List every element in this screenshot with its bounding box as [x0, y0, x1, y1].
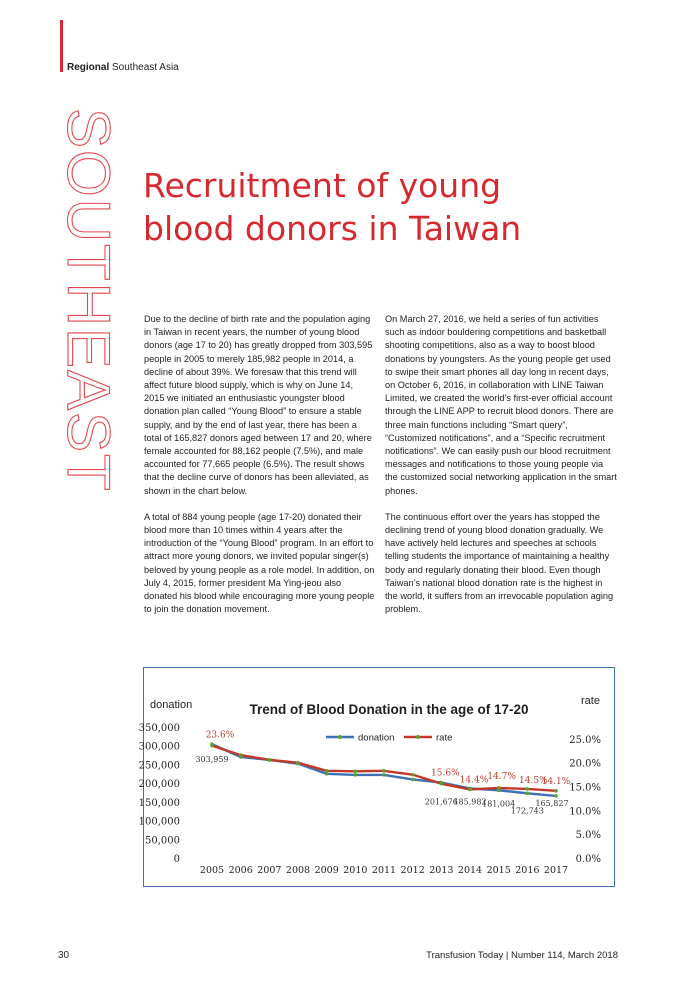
paragraph: A total of 884 young people (age 17-20) donated their blood more than 10 times within 4 years after the introduction of the “Young Blood” program. In an effort to attract more young donors, we invited popular singer(s) beloved by young people as a role model. In addition, on July 4, 2015, former president Ma Ying-jeou also donated his blood while encouraging more young people to join the donation movement.	[144, 511, 375, 615]
section-label-region: Southeast Asia	[109, 62, 179, 73]
x-axis-tick-label: 2016	[515, 865, 540, 876]
donation-data-point	[354, 773, 358, 777]
donation-data-point	[554, 794, 558, 798]
left-axis-tick-label: 250,000	[138, 760, 180, 772]
chart-title: Trend of Blood Donation in the age of 17-20	[249, 702, 529, 717]
x-axis-tick-label: 2012	[400, 865, 425, 876]
x-axis-tick-label: 2017	[543, 865, 569, 876]
article-title: Recruitment of young blood donors in Taiwan	[143, 166, 522, 248]
rate-data-label: 14.4%	[459, 775, 489, 786]
rate-data-point	[497, 786, 501, 790]
right-axis-tick-label: 5.0%	[575, 830, 601, 842]
left-axis-tick-label: 100,000	[138, 816, 180, 828]
rate-data-label: 14.1%	[541, 776, 571, 787]
left-axis-tick-label: 0	[173, 854, 180, 865]
vertical-section-word	[54, 100, 124, 493]
legend-marker-donation	[338, 735, 342, 739]
rate-data-label: 14.5%	[519, 775, 548, 786]
article-column-right	[385, 313, 617, 629]
paragraph: Due to the decline of birth rate and the population aging in Taiwan in recent years, the number of young blood donors (age 17 to 20) has greatly dropped from 303,595 people in 2005 to merely 185,982 people in 2014, a decline of about 39%. We foresaw that this trend will affect future blood supply, which is why on June 14, 2015 we initiated an enthusiastic youngster blood donation plan called “Young Blood” to ensure a stable supply, and by the end of last year, there has been a total of 165,827 donors aged between 17 and 20, where female accounted for 88,162 people (7.5%), and male accounted for 77,665 people (6.5%). The result shows that the decline curve of donors has been alleviated, as shown in the chart below.	[144, 314, 373, 496]
left-axis-tick-label: 350,000	[138, 723, 180, 734]
right-axis-tick-label: 10.0%	[569, 806, 601, 818]
donation-data-label: 201,676	[424, 797, 458, 807]
donation-data-point	[411, 778, 415, 782]
vertical-section-word-text: SOUTHEAST	[55, 108, 122, 493]
rate-data-point	[468, 788, 472, 792]
left-axis-tick-label: 200,000	[138, 779, 180, 791]
x-axis-tick-label: 2010	[343, 865, 368, 876]
legend-marker-rate	[416, 735, 420, 739]
x-axis-tick-label: 2006	[228, 865, 253, 876]
rate-data-point	[526, 787, 530, 791]
rate-data-point	[325, 769, 329, 773]
donation-data-label: 165,827	[535, 798, 569, 808]
left-axis-tick-label: 150,000	[138, 797, 180, 809]
left-axis-label: donation	[150, 699, 193, 711]
x-axis-tick-label: 2013	[429, 865, 454, 876]
x-axis-tick-label: 2014	[457, 865, 483, 876]
rate-data-label: 14.7%	[487, 771, 516, 782]
x-axis-tick-label: 2011	[371, 865, 397, 876]
legend-label-donation: donation	[358, 732, 395, 744]
section-rule	[60, 20, 63, 72]
donation-data-label: 172,743	[510, 806, 544, 816]
rate-data-point	[210, 744, 214, 748]
x-axis-tick-label: 2008	[285, 865, 311, 876]
x-axis-tick-label: 2009	[314, 865, 339, 876]
rate-data-point	[268, 758, 272, 762]
article-column-left	[144, 313, 376, 629]
page-number: 30	[58, 950, 70, 961]
paragraph: On March 27, 2016, we held a series of fun activities such as indoor bouldering competitions and basketball shooting competitions, also as a way to boost blood donations by youngsters. As the young people get used to swipe their smart phones all day long in recent days, on October 6, 2016, in collaboration with LINE Taiwan Limited, we created the world’s first-ever official account through the LINE APP to recruit blood donors. There are three main functions including “Smart query”, “Customized notifications”, and a “Specific recruitment notifications”. We can easily push our blood recruitment messages and notifications to those young people via the customized social networking application in the smart phones.	[385, 314, 617, 496]
rate-series-line	[212, 746, 556, 791]
rate-data-label: 15.6%	[431, 768, 460, 779]
blood-donation-chart	[138, 667, 615, 887]
section-label	[67, 62, 179, 73]
legend-label-rate: rate	[436, 732, 453, 744]
right-axis-tick-label: 15.0%	[569, 782, 601, 794]
left-axis-tick-label: 50,000	[145, 835, 180, 847]
x-axis-tick-label: 2015	[486, 865, 511, 876]
rate-data-point	[296, 761, 300, 765]
rate-data-point	[411, 773, 415, 777]
donation-data-point	[526, 792, 530, 796]
donation-data-label: 303,959	[195, 755, 229, 765]
donation-data-point	[382, 773, 386, 777]
rate-data-label: 23.6%	[205, 730, 235, 741]
rate-data-point	[354, 770, 358, 774]
left-axis-tick-label: 300,000	[138, 741, 180, 753]
x-axis-tick-label: 2007	[257, 865, 282, 876]
paragraph: The continuous effort over the years has stopped the declining trend of young blood donation gradually. We have actively held lectures and speeches at schools telling students the importance of maintaining a healthy body and regularly donating their blood. Even though Taiwan’s national blood donation rate is the highest in the world, it suffers from an irrevocable population aging problem.	[385, 511, 614, 615]
rate-data-point	[382, 769, 386, 773]
right-axis-label: rate	[581, 695, 600, 707]
rate-data-point	[440, 782, 444, 786]
publication-footer: Transfusion Today | Number 114, March 2018	[426, 950, 618, 961]
right-axis-tick-label: 25.0%	[569, 734, 601, 746]
x-axis-tick-label: 2005	[199, 865, 225, 876]
right-axis-tick-label: 20.0%	[569, 758, 601, 770]
rate-data-point	[554, 789, 558, 793]
donation-data-label: 181,004	[482, 799, 516, 809]
donation-data-label: 185,982	[453, 797, 487, 807]
section-label-bold: Regional	[67, 62, 110, 73]
chart-canvas	[138, 668, 614, 886]
right-axis-tick-label: 0.0%	[575, 854, 601, 865]
rate-data-point	[239, 753, 243, 757]
